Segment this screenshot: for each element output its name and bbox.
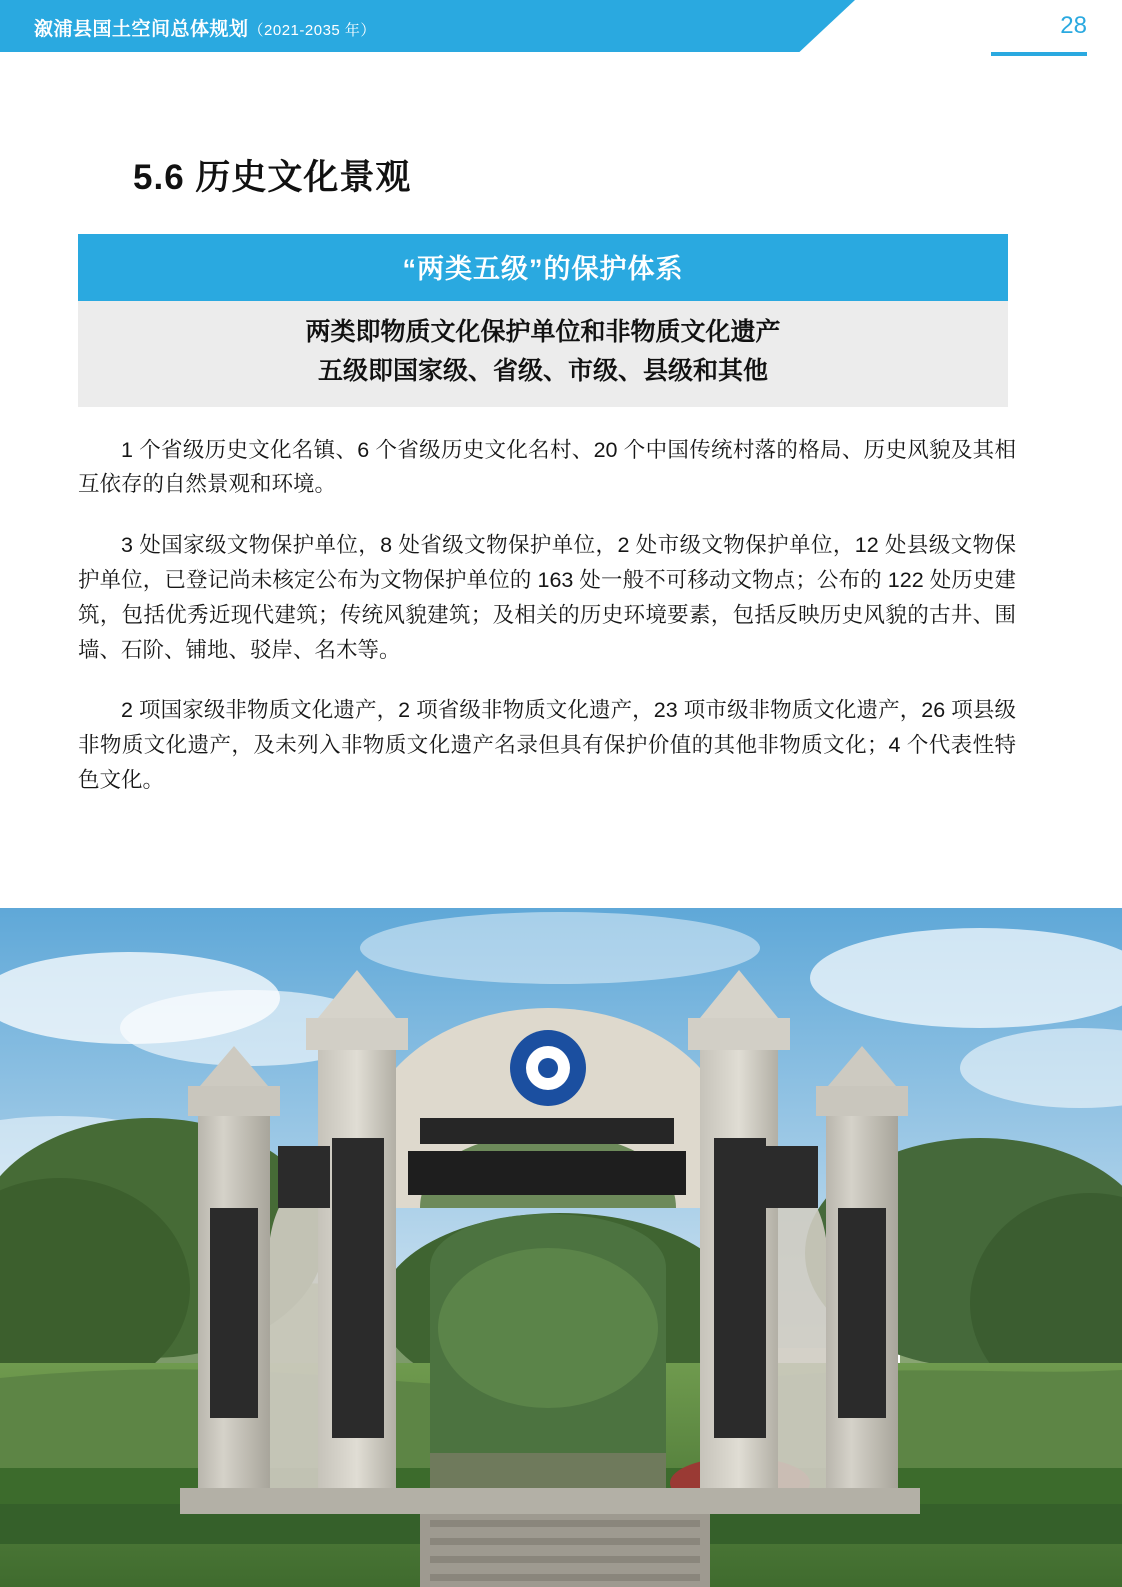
photo-illustration xyxy=(0,908,1122,1587)
page-header xyxy=(0,0,1122,52)
subbanner-line-1: 两类即物质文化保护单位和非物质文化遗产 xyxy=(305,318,781,346)
header-title xyxy=(34,14,376,41)
protection-system-subbanner xyxy=(78,301,1008,407)
header-title-main: 溆浦县国土空间总体规划 xyxy=(34,19,249,40)
paragraph-2: 3 处国家级文物保护单位，8 处省级文物保护单位，2 处市级文物保护单位，12 处县级文物保护单位，已登记尚未核定公布为文物保护单位的 163 处一般不可移动文物点；公布的 122 处历史建筑，包括优秀近现代建筑；传统风貌建筑；及相关的历史环境要素，包括反映历史风貌的古井、围墙、石阶、铺地、驳岸、名木等。 xyxy=(78,533,1016,662)
paragraph-1: 1 个省级历史文化名镇、6 个省级历史文化名村、20 个中国传统村落的格局、历史风貌及其相互依存的自然景观和环境。 xyxy=(78,437,1016,497)
section-title: 5.6 历史文化景观 xyxy=(133,158,412,197)
page-number: 28 xyxy=(1060,12,1087,39)
historic-gateway-photo xyxy=(0,908,1122,1587)
protection-system-banner: “两类五级”的保护体系 xyxy=(78,234,1008,301)
page-number-rule xyxy=(991,52,1087,56)
header-title-sub: （2021-2035 年） xyxy=(248,22,376,39)
paragraph-3: 2 项国家级非物质文化遗产，2 项省级非物质文化遗产，23 项市级非物质文化遗产，26 项县级非物质文化遗产，及未列入非物质文化遗产名录但具有保护价值的其他非物质文化；4 个代表性特色文化。 xyxy=(78,698,1016,793)
content-area xyxy=(78,150,1044,819)
subbanner-line-2: 五级即国家级、省级、市级、县级和其他 xyxy=(317,356,768,385)
